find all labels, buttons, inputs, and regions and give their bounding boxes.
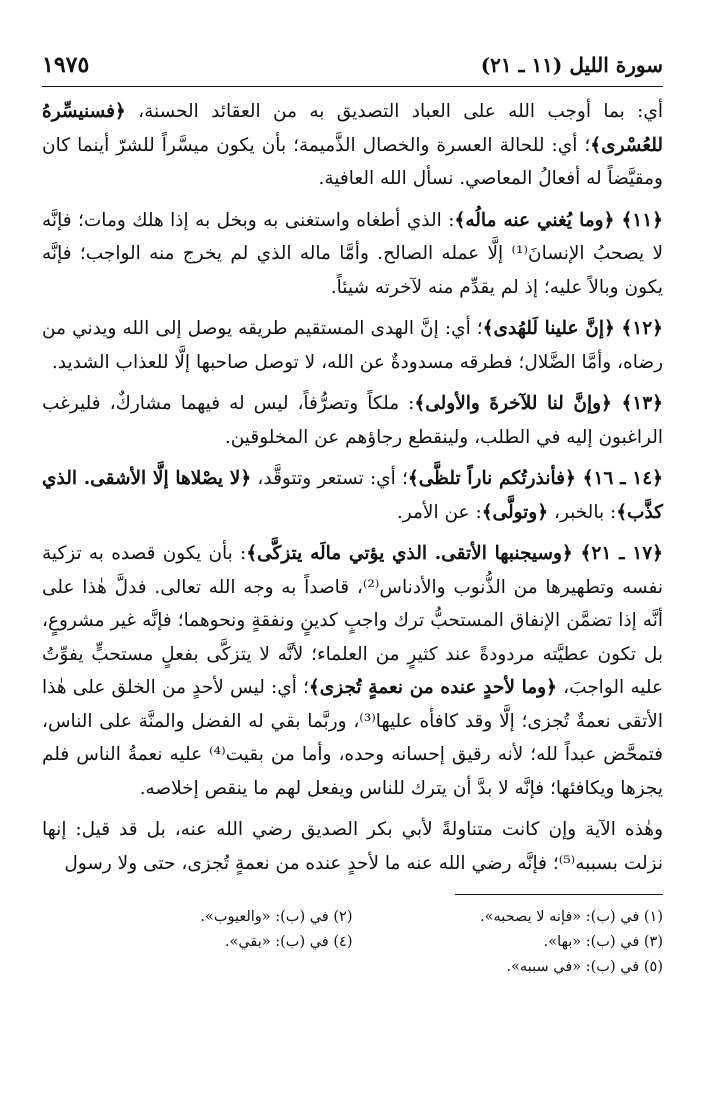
paragraph-p1 bbox=[42, 95, 663, 196]
footnote-divider bbox=[455, 894, 663, 895]
quran-verse: ﴿وتولَّى﴾ bbox=[481, 501, 549, 523]
quran-verse: ﴿لا يصْلاها إلَّا الأشقى. الذي كذَّب﴾ bbox=[42, 468, 663, 523]
quran-verse: ﴿١٢﴾ bbox=[614, 318, 663, 339]
quran-verse: ﴿وسيجنبها الأتقى. الذي يؤتي مالَه يتزكَّى﴾ bbox=[246, 543, 573, 564]
page-header bbox=[42, 52, 663, 82]
footnote: (٢) في (ب): «والعيوب». bbox=[200, 909, 353, 925]
text-run: أي: بما أوجب الله على العباد التصديق به من العقائد الحسنة، bbox=[125, 101, 663, 122]
text-run: ؛ أي: للحالة العسرة والخصال الذَّميمة؛ بأن يكون ميسَّراً للشرّ أينما كان ومقيَّضاً له أفعالُ المعاصي. نسأل الله العافية. bbox=[42, 134, 663, 189]
footnote: (٥) في (ب): «في سببه». bbox=[506, 959, 663, 975]
text-run: وهٰذه الآية وإن كانت متناولةً لأبي بكر الصديق رضي الله عنه، بل قد قيل: إنها نزلت بسببه⁽⁵⁾؛ فإنَّه رضي الله عنه ما لأحدٍ عنده من نعمةٍ تُجزى، حتى ولا رسول bbox=[42, 819, 663, 874]
paragraph-p2 bbox=[42, 204, 663, 305]
surah-title: سورة الليل (١١ ـ ٢١) bbox=[480, 53, 663, 77]
text-run: : عن الأمر. bbox=[396, 501, 482, 523]
page-number: ١٩٧٥ bbox=[42, 52, 90, 78]
paragraph-p5 bbox=[42, 462, 663, 529]
paragraph-p3 bbox=[42, 312, 663, 379]
footnote: (٤) في (ب): «بقي». bbox=[224, 934, 353, 950]
text-run: : الذي أطغاه واستغنى به وبخل به إذا هلك ومات؛ فإنَّه لا يصحبُ الإنسانَ⁽¹⁾ إلَّا عمله الصالح. وأمَّا ماله الذي لم يخرج منه الواجب؛ فإنَّه يكون وبالاً عليه؛ إذ لم يقدِّم منه لآخرته شيئاً. bbox=[42, 209, 663, 298]
quran-verse: ﴿فسنيسِّرهُ للعُسْرى﴾ bbox=[42, 101, 663, 156]
quran-verse: ﴿وإنَّ لنا للآخرةَ والأولى﴾ bbox=[414, 393, 612, 414]
quran-verse: ﴿١٤ ـ ١٦﴾ bbox=[575, 468, 663, 489]
quran-verse: ﴿فأنذرتُكم ناراً تلظَّى﴾ bbox=[407, 468, 576, 489]
paragraph-p6 bbox=[42, 537, 663, 805]
text-run: ؛ أي: ليس لأحدٍ من الخلق على هٰذا الأتقى نعمةٌ تُجزى؛ إلَّا وقد كافأه عليها⁽³⁾، وربَّما بقي له الفضل والمنَّة على الناس، فتمحَّض عبداً لله؛ لأنه رقيق إحسانه وحده، وأما من بقيت⁽⁴⁾ عليه نعمةُ الناس فلم يجزها ويكافئها؛ فإنَّه لا بدَّ أن يترك للناس ويفعل لهم ما ينقص إخلاصه. bbox=[42, 677, 664, 799]
text-run: : بأن يكون قصده به تزكية نفسه وتطهيرها من الذُّنوب والأدناس⁽²⁾، قاصداً به وجه الله تعالى. فدلَّ هٰذا على أنَّه إذا تضمَّن الإنفاق المستحبُّ ترك واجبٍ كدينٍ ونفقةٍ ونحوهما؛ فإنَّه غير مشروعٍ، بل تكون عطيَّته مردودةً عند كثيرٍ من العلماء؛ لأنَّه لا يتزكَّى بفعلٍ مستحبٍّ يفوِّتُ عليه الواجبَ، bbox=[42, 543, 663, 698]
paragraph-p4 bbox=[42, 387, 663, 454]
text-run: : ملكاً وتصرُّفاً، ليس له فيهما مشاركٌ، فليرغب الراغبون إليه في الطلب، ولينقطع رجاؤهم عن المخلوقين. bbox=[42, 393, 663, 448]
text-run: : بالخبر، bbox=[548, 501, 617, 523]
quran-verse: ﴿وما لأحدٍ عنده من نعمةٍ تُجزى﴾ bbox=[308, 677, 557, 698]
footnote: (١) في (ب): «فإنه لا يصحبه». bbox=[480, 909, 663, 925]
quran-verse: ﴿وما يُغني عنه مالُه﴾ bbox=[454, 209, 615, 231]
paragraph-p7 bbox=[42, 813, 663, 880]
quran-verse: ﴿١٧ ـ ٢١﴾ bbox=[572, 543, 663, 564]
quran-verse: ﴿١٣﴾ bbox=[611, 393, 664, 414]
footnotes bbox=[42, 905, 663, 980]
header-divider bbox=[42, 86, 663, 87]
quran-verse: ﴿١١﴾ bbox=[614, 209, 663, 231]
text-run: ؛ أي: إنَّ الهدى المستقيم طريقه يوصل إلى الله ويدني من رضاه، وأمَّا الضَّلال؛ فطرقه مسدودةٌ عن الله، لا توصل صاحبها إلَّا للعذاب الشديد. bbox=[42, 318, 663, 373]
quran-verse: ﴿إنَّ علينا لَلهُدى﴾ bbox=[482, 318, 615, 339]
footnote: (٣) في (ب): «بها». bbox=[543, 934, 663, 950]
text-run: ؛ أي: تستعر وتتوقَّد، bbox=[251, 468, 408, 489]
page-body bbox=[42, 95, 663, 880]
